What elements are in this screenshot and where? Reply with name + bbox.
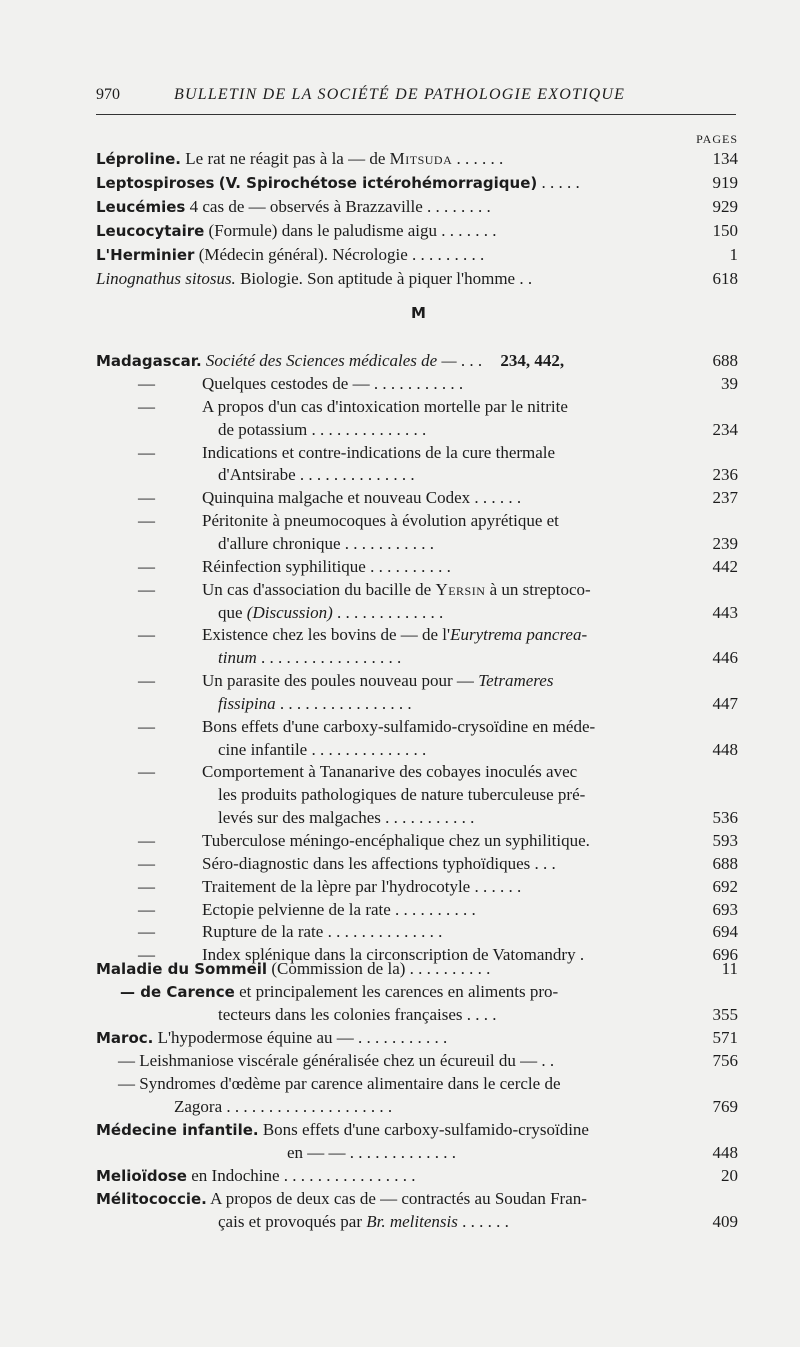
leader-dots: . . . . . . . . . . . . . [332,603,444,622]
entry-text: Séro-diagnostic dans les affections typhoïdiques [202,854,531,873]
entry-head: Leucémies [96,198,186,216]
entry-page: 442 [712,557,738,576]
leader-dots: . . . . . [537,173,580,192]
leader-dots: . . . . . . . . . . . [340,534,434,553]
header-rule [96,114,736,115]
leader-dots: . . [515,269,533,288]
entry-page: 355 [712,1005,738,1024]
entry-text: (Médecin général). Nécrologie [198,245,408,264]
entry-head: Madagascar. [96,352,202,370]
entry-head: Médecine infantile. [96,1121,259,1139]
entry-head: Leucocytaire [96,222,205,240]
entry-page: 694 [712,922,738,941]
madagascar-subentry-line [0,419,800,441]
leader-dots: . . . . . . . . . . [390,900,476,919]
leader-dots: . . . . . . . . [422,197,491,216]
madagascar-subentry-line [0,464,800,486]
madagascar-subentry-line [0,533,800,555]
entry-page: 134 [712,149,738,168]
entry-text: Traitement de la lèpre par l'hydrocotyle [202,877,471,896]
ditto-dash: — [138,831,155,850]
entry-head: Maroc. [96,1029,154,1047]
leader-dots: . . . . . . [470,877,522,896]
index-entry [0,1050,800,1072]
entry-text: Biologie. Son aptitude à piquer l'homme [240,269,516,288]
entry-text-italic: Br. melitensis [366,1212,458,1231]
leader-dots: . . . . . . . . . . . [380,808,475,827]
madagascar-subentry-line [0,853,800,875]
madagascar-subentry-line [0,830,800,852]
entry-page: 20 [721,1166,738,1185]
leader-dots: . . . . . . [470,488,522,507]
entry-page: 688 [712,854,738,873]
entry-text: Comportement à Tananarive des cobayes inoculés avec [202,762,578,781]
madagascar-subentry-line [0,876,800,898]
entry-page: 409 [712,1212,738,1231]
leader-dots: . . . [456,351,483,370]
ditto-dash: — [138,922,155,941]
madagascar-subentry-line [0,624,800,646]
entry-text: Zagora [174,1097,223,1116]
leader-dots: . . . . . . . [437,221,497,240]
entry-text: et principalement les carences en aliments pro- [239,982,559,1001]
entry-text: d'allure chronique [218,534,341,553]
entry-page: 234 [712,420,738,439]
leader-dots: . . . . . . . . . . . . . . [295,465,415,484]
entry-text: L'hypodermose équine au — [157,1028,354,1047]
entry-text: Un cas d'association du bacille de [202,580,432,599]
entry-text: — Syndromes d'œdème par carence alimentaire dans le cercle de [118,1074,561,1093]
index-entry [0,1119,800,1141]
ditto-dash: — [138,397,155,416]
ditto-dash: — [138,945,155,964]
page-header [96,86,736,108]
madagascar-subentry-line [0,556,800,578]
page-number: 970 [96,86,120,103]
index-entry [0,148,800,170]
ditto-dash: — [138,762,155,781]
index-entry [0,1165,800,1187]
leader-dots: . . . . . . . . . . [405,959,491,978]
entry-text: A propos de deux cas de — contractés au Soudan Fran- [210,1189,587,1208]
ditto-dash: — [138,374,155,393]
ditto-dash: — [138,625,155,644]
entry-head: L'Herminier [96,246,195,264]
madagascar-subentry-line [0,899,800,921]
entry-text: (Commission de la) [271,959,406,978]
entry-text: Ectopie pelvienne de la rate [202,900,391,919]
entry-page: 446 [712,648,738,667]
entry-page: 571 [712,1028,738,1047]
section-letter: M [411,304,426,322]
entry-head: Linognathus sitosus. [96,269,236,288]
entry-text: que [218,603,243,622]
entry-page: 447 [712,694,738,713]
leader-dots: . . . . . . . . . . . . . . [323,922,443,941]
entry-refs: 234, 442, [500,351,565,370]
leader-dots: . . . . . . [457,1212,509,1231]
entry-page: 448 [712,740,738,759]
entry-page: 39 [721,374,738,393]
entry-page: 1 [729,245,738,264]
madagascar-subentry-line [0,716,800,738]
entry-text: à un streptoco- [489,580,591,599]
entry-page: 769 [712,1097,738,1116]
entry-head: Leptospiroses [96,174,215,192]
entry-page: 11 [721,959,738,978]
entry-page: 150 [712,221,738,240]
leader-dots: . . . . . . . . . . . [353,1028,448,1047]
entry-text: les produits pathologiques de nature tuberculeuse pré- [218,785,586,804]
index-entry [0,268,800,290]
index-entry [0,1142,800,1164]
ditto-dash: — [138,671,155,690]
leader-dots: . . . [530,854,556,873]
ditto-dash: — [138,488,155,507]
madagascar-subentry-line [0,784,800,806]
leader-dots: . . . . . . . . . . . . . . [307,420,427,439]
entry-text-italic: Eurytrema pancrea- [450,625,588,644]
entry-text: Un parasite des poules nouveau pour — [202,671,474,690]
entry-author: Mitsuda [389,149,453,168]
entry-text: Quelques cestodes de — [202,374,370,393]
madagascar-subentry-line [0,670,800,692]
madagascar-subentry-line [0,761,800,783]
entry-text: d'Antsirabe [218,465,296,484]
running-title: BULLETIN DE LA SOCIÉTÉ DE PATHOLOGIE EXOTIQUE [174,86,626,103]
entry-page: 239 [712,534,738,553]
index-entry [0,958,800,980]
madagascar-subentry-line [0,807,800,829]
entry-page: 443 [712,603,738,622]
madagascar-subentry-line [0,510,800,532]
ditto-dash: — [138,877,155,896]
index-entry [0,1211,800,1233]
index-entry [0,220,800,242]
entry-text-italic: Tetrameres [478,671,554,690]
ditto-dash: — [138,580,155,599]
madagascar-subentry-line [0,487,800,509]
entry-page: 693 [712,900,738,919]
entry-text: en Indochine [191,1166,280,1185]
leader-dots: . . . . . . . . . . . . . . . . . [256,648,402,667]
entry-text: — Leishmaniose viscérale généralisée chez un écureuil du — . [118,1051,546,1070]
index-entry [0,1073,800,1095]
entry-page: 236 [712,465,738,484]
index-entry [0,196,800,218]
entry-page: 448 [712,1143,738,1162]
entry-page: 536 [712,808,738,827]
entry-page: 756 [712,1051,738,1070]
entry-head: — de Carence [120,983,235,1001]
leader-dots: . . . . . . . . . . . . . . . . . . . . [222,1097,393,1116]
entry-text: Le rat ne réagit pas à la — de [185,149,386,168]
ditto-dash: — [138,854,155,873]
leader-dots: . . . . . . . . . . [365,557,451,576]
madagascar-subentry-line [0,396,800,418]
entry-text: Existence chez les bovins de — de l' [202,625,451,644]
leader-dots: . . . . [462,1005,497,1024]
entry-text: Index splénique dans la circonscription de Vatomandry [202,945,576,964]
entry-text: Société des Sciences médicales de — [205,351,457,370]
leader-dots: . [545,1051,555,1070]
madagascar-subentry-line [0,373,800,395]
entry-page: 237 [712,488,738,507]
entry-text: Quinquina malgache et nouveau Codex [202,488,471,507]
index-entry [0,1027,800,1049]
leader-dots: . . . . . . . . . . . . . . . . [279,1166,416,1185]
entry-text: cine infantile [218,740,308,759]
leader-dots: . . . . . . [452,149,504,168]
madagascar-subentry-line [0,693,800,715]
entry-text: Tuberculose méningo-encéphalique chez un syphilitique. [202,831,590,850]
entry-author: Yersin [435,580,486,599]
entry-page: 929 [712,197,738,216]
entry-head: Mélitococcie. [96,1190,207,1208]
index-entry [0,350,800,372]
ditto-dash: — [138,900,155,919]
entry-text: Réinfection syphilitique [202,557,366,576]
entry-page: 696 [712,945,738,964]
entry-text: Indications et contre-indications de la cure thermale [202,443,556,462]
ditto-dash: — [138,443,155,462]
entry-head: Maladie du Sommeil [96,960,268,978]
entry-text: de potassium [218,420,308,439]
madagascar-subentry-line [0,921,800,943]
entry-text-italic: (Discussion) [246,603,333,622]
entry-head: Léproline. [96,150,182,168]
entry-text: Bons effets d'une carboxy-sulfamido-crysoïdine [262,1120,589,1139]
madagascar-subentry-line [0,739,800,761]
index-entry [0,1096,800,1118]
index-entry [0,1188,800,1210]
index-entry [0,1004,800,1026]
entry-page: 688 [712,351,738,370]
entry-text: Rupture de la rate [202,922,324,941]
pages-column-label: PAGES [696,132,738,146]
entry-text: tecteurs dans les colonies françaises [218,1005,463,1024]
leader-dots: . . . . . . . . . [407,245,485,264]
index-entry [0,244,800,266]
entry-text: çais et provoqués par [218,1212,362,1231]
leader-dots: . . . . . . . . . . . . . [345,1143,457,1162]
madagascar-subentry-line [0,647,800,669]
leader-dots: . . . . . . . . . . . . . . [307,740,427,759]
leader-dots: . . . . . . . . . . . . . . . . [275,694,412,713]
madagascar-subentry-line [0,602,800,624]
entry-text: (V. Spirochétose ictérohémorragique) [218,174,538,192]
entry-text: 4 cas de — observés à Brazzaville [189,197,423,216]
leader-dots: . . . . . . . . . . . [369,374,464,393]
leader-dots: . [575,945,585,964]
ditto-dash: — [138,511,155,530]
entry-text-italic: fissipina [218,694,276,713]
entry-text: A propos d'un cas d'intoxication mortelle par le nitrite [202,397,568,416]
entry-text: Péritonite à pneumocoques à évolution apyrétique et [202,511,559,530]
entry-text: (Formule) dans le paludisme aigu [208,221,438,240]
entry-text-italic: tinum [218,648,257,667]
entry-text: levés sur des malgaches [218,808,381,827]
entry-head: Melioïdose [96,1167,187,1185]
madagascar-subentry-line [0,442,800,464]
entry-page: 593 [712,831,738,850]
entry-text: en — — [287,1143,346,1162]
entry-page: 919 [712,173,738,192]
madagascar-subentry-line [0,579,800,601]
entry-page: 618 [712,269,738,288]
ditto-dash: — [138,717,155,736]
entry-page: 692 [712,877,738,896]
index-entry [0,981,800,1003]
ditto-dash: — [138,557,155,576]
index-entry [0,172,800,194]
entry-text: Bons effets d'une carboxy-sulfamido-crysoïdine en méde- [202,717,596,736]
